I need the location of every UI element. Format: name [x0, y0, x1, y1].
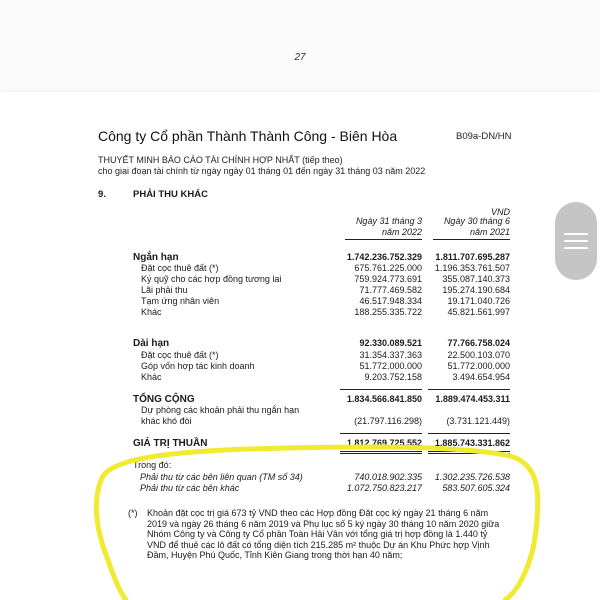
row-label: GIÁ TRỊ THUẦN [133, 438, 208, 449]
double-underline [340, 453, 422, 454]
table-row [0, 372, 600, 383]
row-value: 1.811.707.695.287 [435, 252, 510, 262]
column-header-2022 [330, 216, 422, 238]
row-value: 45.821.561.997 [447, 307, 510, 317]
row-value: 1.812.769.725.552 [346, 438, 422, 448]
row-value: 1.302.235.726.538 [434, 472, 510, 482]
menu-icon-bar [564, 240, 588, 242]
menu-icon-bar [564, 233, 588, 235]
table-row-net [0, 438, 600, 449]
form-code: B09a-DN/HN [456, 131, 512, 142]
row-value: 583.507.605.324 [442, 483, 510, 493]
row-value: 92.330.089.521 [359, 338, 422, 348]
subtotal-line [340, 389, 422, 390]
company-name: Công ty Cổ phần Thành Thành Công - Biên Hòa [98, 128, 398, 144]
row-value: 195.274.190.684 [442, 285, 510, 295]
row-value: 51.772.000.000 [359, 361, 422, 371]
table-row [0, 274, 600, 285]
row-label: Trong đó: [133, 460, 172, 470]
row-label: Đặt cọc thuê đất (*) [141, 263, 219, 273]
row-label: khác khó đòi [141, 416, 192, 426]
note-text: Khoản đặt cọc trị giá 673 tỷ VND theo các Hợp đồng Đặt cọc ký ngày 21 tháng 6 năm 2019 và ngày 26 tháng 6 năm 2019 và Phụ lục số 5 ký ngày 30 tháng 10 năm 2020 giữa Nhóm Công ty và Công ty Cổ phần Toàn Hải Vân với tổng giá trị hợp đồng là 1.440 tỷ VND để thuê các lô đất có tổng diện tích 215.285 m² thuộc Dự án Khu Phức hợp Vịnh Đầm, Huyện Phú Quốc, Tỉnh Kiên Giang trong thời hạn 40 năm; [147, 508, 500, 560]
row-value: 1.072.750.823.217 [346, 483, 422, 493]
row-value: (3.731.121.449) [446, 416, 510, 426]
row-value: 77.766.758.024 [447, 338, 510, 348]
column-header-line: năm 2021 [469, 227, 510, 237]
row-value: 46.517.948.334 [359, 296, 422, 306]
row-label: Khác [141, 372, 162, 382]
row-value: (21.797.116.298) [354, 416, 422, 426]
row-label: Tạm ứng nhân viên [141, 296, 220, 306]
table-row-total [0, 394, 600, 405]
header-underline [345, 239, 422, 240]
table-row [0, 263, 600, 274]
table-row-short-term [0, 252, 600, 263]
row-value: 19.171.040.726 [447, 296, 510, 306]
row-value: 22.500.103.070 [447, 350, 510, 360]
table-row [0, 361, 600, 372]
row-value: 51.772.000.000 [447, 361, 510, 371]
currency-label: VND [490, 207, 510, 217]
header-underline [433, 239, 510, 240]
column-header-line: năm 2022 [381, 227, 422, 237]
row-label: Dự phòng các khoản phải thu ngắn hạn [141, 405, 300, 415]
row-value: 1.889.474.453.311 [435, 394, 510, 404]
row-label: Lãi phải thu [141, 285, 188, 295]
report-period: cho giai đoạn tài chính từ ngày ngày 01 tháng 01 đến ngày 31 tháng 03 năm 2022 [98, 166, 426, 176]
table-row-of-which [0, 460, 600, 471]
table-row [0, 472, 600, 483]
table-row [0, 483, 600, 494]
page-number: 27 [294, 52, 306, 63]
double-underline [428, 453, 510, 454]
column-header-line: Ngày 31 tháng 3 [355, 216, 422, 226]
row-label: Đặt cọc thuê đất (*) [141, 350, 219, 360]
table-row-long-term [0, 338, 600, 349]
row-value: 1.885.743.331.862 [434, 438, 510, 448]
row-value: 3.494.654.954 [452, 372, 510, 382]
report-title: THUYẾT MINH BÁO CÁO TÀI CHÍNH HỢP NHẤT (tiếp theo) [98, 155, 343, 165]
subtotal-line [428, 433, 510, 434]
double-underline [340, 451, 422, 452]
table-row [0, 285, 600, 296]
row-label: Phải thu từ các bên liên quan (TM số 34) [140, 472, 303, 482]
section-number: 9. [98, 189, 106, 200]
row-label: Ký quỹ cho các hợp đồng tương lai [141, 274, 282, 284]
row-value: 1.196.353.761.507 [434, 263, 510, 273]
column-header-2021 [418, 216, 510, 238]
row-label: Dài hạn [133, 338, 170, 349]
row-value: 740.018.902.335 [354, 472, 422, 482]
row-value: 355.087.140.373 [442, 274, 510, 284]
row-value: 188.255.335.722 [354, 307, 422, 317]
subtotal-line [428, 389, 510, 390]
row-label: Ngắn hạn [133, 252, 179, 263]
subtotal-line [340, 433, 422, 434]
scroll-menu-button[interactable] [555, 202, 597, 280]
row-value: 1.742.236.752.329 [346, 252, 422, 262]
column-header-line: Ngày 30 tháng 6 [443, 216, 510, 226]
table-row-provision [0, 405, 600, 416]
row-label: TỔNG CỘNG [133, 394, 195, 405]
row-value: 31.354.337.363 [359, 350, 422, 360]
section-title: PHẢI THU KHÁC [133, 189, 208, 200]
table-row [0, 296, 600, 307]
row-label: Phải thu từ các bên khác [140, 483, 240, 493]
row-label: Góp vốn hợp tác kinh doanh [141, 361, 255, 371]
note-mark: (*) [128, 508, 138, 518]
row-value: 71.777.469.582 [359, 285, 422, 295]
row-value: 675.761.225.000 [354, 263, 422, 273]
double-underline [428, 451, 510, 452]
menu-icon-bar [564, 247, 588, 249]
table-row [0, 307, 600, 318]
row-value: 759.924.773.691 [354, 274, 422, 284]
viewer-background [0, 0, 600, 90]
table-row-provision-cont [0, 416, 600, 427]
row-value: 1.834.566.841.850 [346, 394, 422, 404]
table-row [0, 350, 600, 361]
row-label: Khác [141, 307, 162, 317]
row-value: 9.203.752.158 [364, 372, 422, 382]
